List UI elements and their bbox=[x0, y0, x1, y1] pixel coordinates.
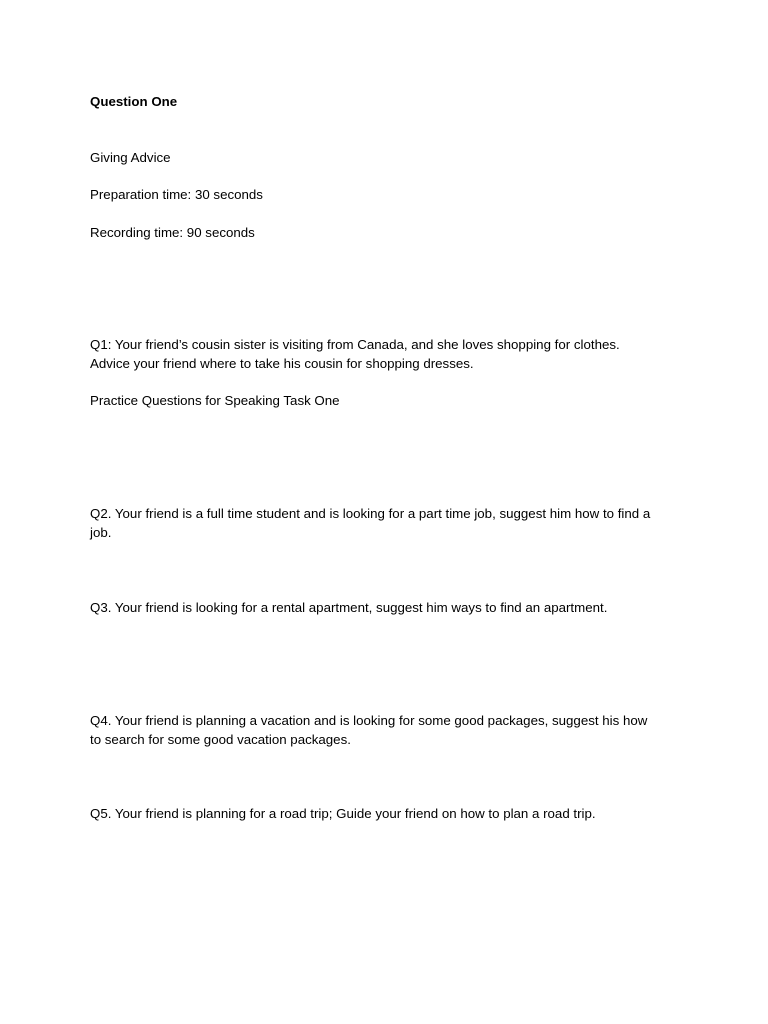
question-heading: Question One bbox=[90, 94, 178, 109]
question-q2-line2: job. bbox=[90, 525, 112, 540]
question-q1-line2: Advice your friend where to take his cousin for shopping dresses. bbox=[90, 356, 474, 371]
question-q3-line1: Q3. Your friend is looking for a rental apartment, suggest him ways to find an apartment. bbox=[90, 600, 608, 615]
task-name: Giving Advice bbox=[90, 150, 171, 165]
question-q4-line1: Q4. Your friend is planning a vacation and is looking for some good packages, suggest his how bbox=[90, 713, 648, 728]
practice-heading: Practice Questions for Speaking Task One bbox=[90, 393, 340, 408]
question-q4-line2: to search for some good vacation packages. bbox=[90, 732, 351, 747]
recording-time: Recording time: 90 seconds bbox=[90, 225, 255, 240]
question-q5-line1: Q5. Your friend is planning for a road trip; Guide your friend on how to plan a road trip. bbox=[90, 806, 596, 821]
question-q2-line1: Q2. Your friend is a full time student and is looking for a part time job, suggest him how to find a bbox=[90, 506, 651, 521]
preparation-time: Preparation time: 30 seconds bbox=[90, 187, 263, 202]
question-q1-line1: Q1: Your friend’s cousin sister is visiting from Canada, and she loves shopping for clothes. bbox=[90, 337, 620, 352]
